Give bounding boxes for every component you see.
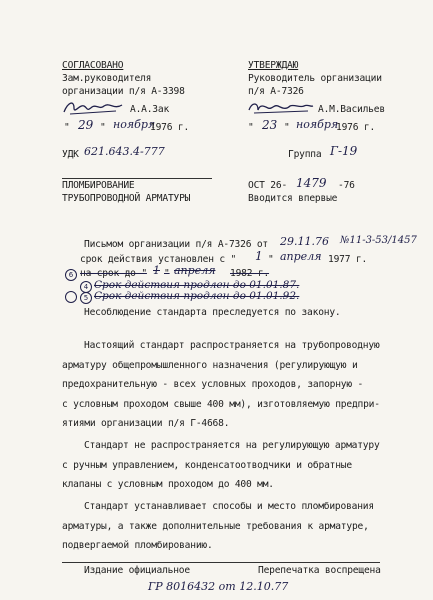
title-line2: ТРУБОПРОВОДНОЙ АРМАТУРЫ bbox=[62, 193, 191, 204]
footer-registration: ГР 8016432 от 12.10.77 bbox=[148, 580, 289, 593]
ost-prefix: ОСТ 26- bbox=[248, 180, 288, 191]
validity-year: 1977 г. bbox=[328, 254, 368, 265]
left-line1: Зам.руководителя bbox=[62, 73, 152, 84]
right-date-day: 23 bbox=[262, 118, 278, 132]
body-line: арматуры, а также дополнительные требования к арматуре, bbox=[62, 520, 369, 532]
group-value: Г-19 bbox=[330, 144, 358, 158]
left-date-day: 29 bbox=[78, 118, 94, 132]
right-line1: Руководитель организации bbox=[248, 73, 382, 84]
left-name: А.А.Зак bbox=[130, 104, 170, 115]
right-line2: п/я А-7326 bbox=[248, 86, 304, 97]
footer-rule bbox=[62, 562, 380, 563]
body-line: с условным проходом свыше 400 мм), изготовляемую предпри- bbox=[62, 398, 380, 410]
right-date-month: ноября bbox=[296, 118, 339, 131]
extension-1-quote: " bbox=[164, 268, 170, 279]
left-date-month: ноября bbox=[113, 118, 156, 131]
letter-text: Письмом организации п/я А-7326 от bbox=[84, 239, 269, 250]
body-line: Стандарт устанавливает способы и место пломбирования bbox=[84, 501, 374, 512]
udk-label: УДК bbox=[62, 149, 79, 160]
body-line: подвергаемой пломбированию. bbox=[62, 540, 213, 551]
extension-1-year: 1982 г. bbox=[230, 268, 270, 279]
validity-day: 1 bbox=[255, 249, 263, 263]
left-date-year: 1976 г. bbox=[150, 122, 190, 133]
ost-number: 1479 bbox=[296, 176, 327, 190]
title-line1: ПЛОМБИРОВАНИЕ bbox=[62, 180, 135, 191]
body-line: с ручным управлением, конденсатоотводчики и обратные bbox=[62, 459, 352, 471]
extension-bracket-mark bbox=[65, 291, 77, 303]
extension-mark-5: 5 bbox=[80, 292, 92, 304]
left-line2: организации п/я А-3398 bbox=[62, 86, 185, 97]
udk-value: 621.643.4-777 bbox=[84, 145, 165, 158]
right-date-year: 1976 г. bbox=[336, 122, 376, 133]
body-paragraph-2 bbox=[62, 436, 380, 495]
body-line: клапаны с условным проходом до 400 мм. bbox=[62, 479, 274, 490]
letter-number: №11-3-53/1457 bbox=[340, 235, 417, 246]
body-line: Стандарт не распространяется на регулирующую арматуру bbox=[84, 440, 380, 451]
validity-quote: " bbox=[268, 254, 274, 265]
footer-reprint: Перепечатка воспрещена bbox=[258, 565, 381, 576]
left-heading: СОГЛАСОВАНО bbox=[62, 60, 124, 71]
letter-date: 29.11.76 bbox=[280, 235, 329, 248]
left-date-quote-open: " bbox=[64, 122, 70, 133]
extension-mark-4: 4 bbox=[80, 281, 92, 293]
group-label: Группа bbox=[288, 149, 322, 160]
body-line: предохранительную - всех условных проходов, запорную - bbox=[62, 379, 364, 390]
extension-mark-6: 6 bbox=[65, 269, 77, 281]
extension-3-text: Срок действия продлен до 01.01.92. bbox=[94, 290, 300, 302]
validity-text: срок действия установлен с " bbox=[80, 254, 237, 265]
extension-1-text: на срок до " bbox=[80, 268, 147, 279]
ost-suffix: -76 bbox=[338, 180, 355, 191]
extension-1-month: апреля bbox=[174, 264, 216, 277]
footer-edition: Издание официальное bbox=[84, 565, 190, 576]
right-name: А.М.Васильев bbox=[318, 104, 385, 115]
extension-2-text: Срок действия продлен до 01.01.87. bbox=[94, 279, 300, 291]
validity-month: апреля bbox=[280, 250, 322, 263]
right-heading: УТВЕРЖДАЮ bbox=[248, 60, 299, 71]
body-paragraph-3 bbox=[62, 497, 374, 556]
title-top-rule bbox=[62, 178, 212, 179]
left-signature bbox=[60, 98, 126, 118]
body-line: ятиями организации п/я Г-4668. bbox=[62, 418, 230, 429]
right-date-quote-close: " bbox=[284, 122, 290, 133]
right-signature bbox=[246, 98, 316, 118]
body-line: Настоящий стандарт распространяется на трубопроводную bbox=[84, 340, 380, 351]
law-note: Несоблюдение стандарта преследуется по закону. bbox=[84, 307, 341, 318]
body-line: арматуру общепромышленного назначения (регулирующую и bbox=[62, 359, 358, 371]
ost-intro: Вводится впервые bbox=[248, 193, 338, 204]
left-date-quote-close: " bbox=[100, 122, 106, 133]
right-date-quote-open: " bbox=[248, 122, 254, 133]
body-paragraph-1 bbox=[62, 336, 380, 434]
extension-1-day: 1 bbox=[153, 264, 160, 277]
